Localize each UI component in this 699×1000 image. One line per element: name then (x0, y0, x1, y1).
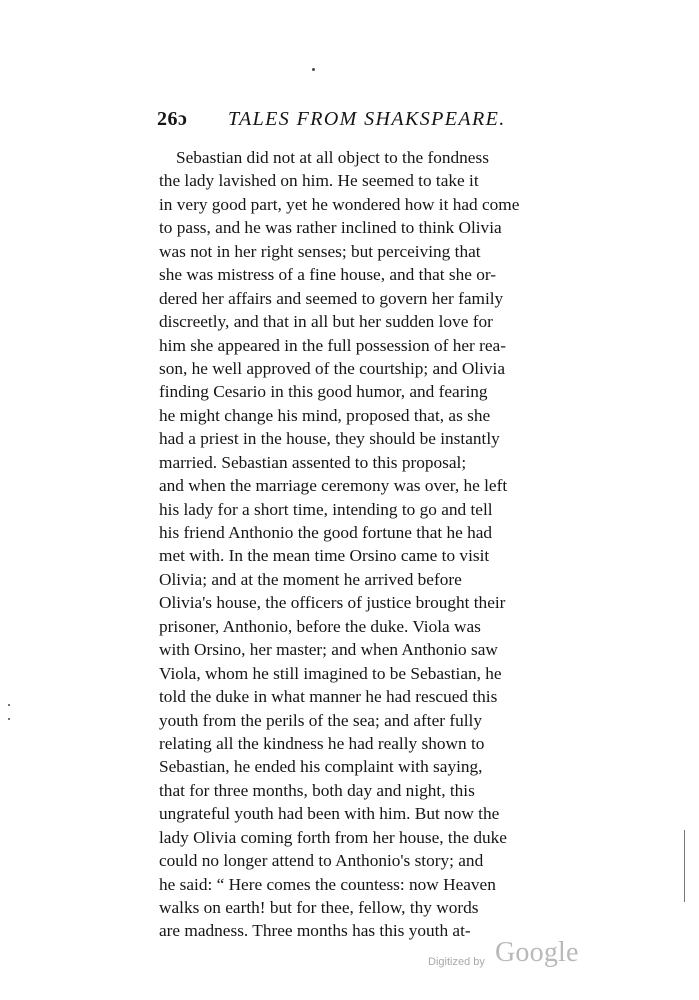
text-line: the lady lavished on him. He seemed to take it (159, 171, 479, 191)
text-line: dered her affairs and seemed to govern her family (159, 288, 504, 308)
text-line: Olivia; and at the moment he arrived before (159, 569, 462, 589)
text-line: lady Olivia coming forth from her house, the duke (159, 827, 507, 847)
text-line: son, he well approved of the courtship; and Olivia (159, 358, 506, 378)
text-line: could no longer attend to Anthonio's story; and (159, 851, 484, 871)
text-line: relating all the kindness he had really shown to (159, 733, 485, 753)
text-line: prisoner, Anthonio, before the duke. Viola was (159, 616, 481, 636)
text-line: he said: “ Here comes the countess: now Heaven (159, 874, 496, 894)
text-line: had a priest in the house, they should be instantly (159, 429, 500, 449)
running-head: TALES FROM SHAKSPEARE. (228, 108, 506, 130)
text-line: Sebastian did not at all object to the fondness (176, 148, 489, 167)
page-header (157, 104, 577, 134)
text-line: Viola, whom he still imagined to be Sebastian, he (159, 663, 502, 683)
text-line: married. Sebastian assented to this proposal; (159, 452, 467, 472)
text-line: finding Cesario in this good humor, and fearing (159, 382, 488, 402)
page-number-digits: 26 (157, 108, 178, 130)
text-line: Sebastian, he ended his complaint with saying, (159, 757, 483, 777)
text-line: him she appeared in the full possession of her rea- (159, 335, 506, 355)
text-line: and when the marriage ceremony was over, he left (159, 476, 508, 496)
text-line: he might change his mind, proposed that, as she (159, 405, 491, 425)
text-line: was not in her right senses; but perceiving that (159, 241, 481, 261)
text-line: are madness. Three months has this youth at- (159, 921, 471, 941)
page-number (157, 104, 187, 134)
digitized-watermark (428, 937, 588, 977)
text-line: his friend Anthonio the good fortune that he had (159, 523, 493, 542)
scan-dust-speck (312, 68, 315, 71)
text-line: youth from the perils of the sea; and after fully (159, 710, 482, 730)
text-line: met with. In the mean time Orsino came to visit (159, 546, 490, 566)
text-line: told the duke in what manner he had rescued this (159, 687, 498, 707)
text-line: walks on earth! but for thee, fellow, thy words (159, 898, 479, 917)
google-logo: Google (495, 937, 579, 968)
text-line: in very good part, yet he wondered how it had come (159, 194, 520, 214)
text-line: his lady for a short time, intending to go and tell (159, 499, 493, 519)
scan-dust-speck (8, 704, 10, 706)
page-number-suffix: ɔ (178, 108, 188, 130)
scan-dust-speck (8, 718, 10, 720)
scan-edge-mark (684, 830, 685, 902)
text-line: Olivia's house, the officers of justice brought their (159, 593, 506, 613)
text-line: to pass, and he was rather inclined to think Olivia (159, 218, 502, 238)
text-line: with Orsino, her master; and when Anthonio saw (159, 640, 498, 660)
text-line: she was mistress of a fine house, and that she or- (159, 265, 497, 285)
body-text (159, 146, 579, 943)
text-line: that for three months, both day and night, this (159, 780, 475, 800)
text-line: discreetly, and that in all but her sudden love for (159, 312, 493, 332)
text-line: ungrateful youth had been with him. But now the (159, 804, 500, 824)
digitized-by-label: Digitized by (428, 956, 485, 968)
